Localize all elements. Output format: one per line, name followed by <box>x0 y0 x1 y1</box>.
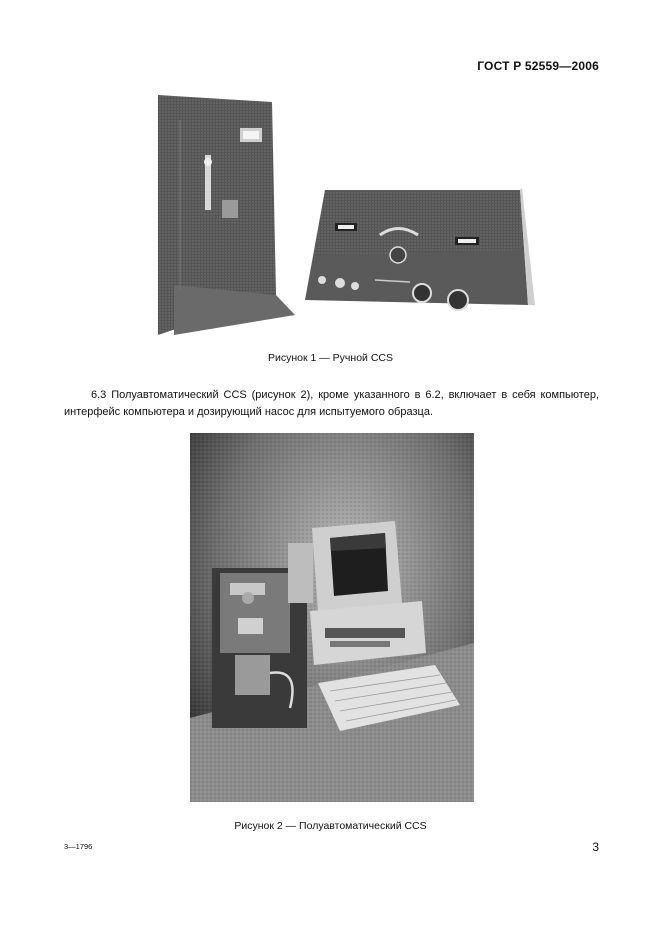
page-number: 3 <box>592 840 599 854</box>
body-paragraph: 6.3 Полуавтоматический CCS (рисунок 2), кроме указанного в 6.2, включает в себя компьютер, интерфейс компьютера и дозирующий насос для испытуемого образца. <box>64 389 599 418</box>
figure-1-photo <box>150 90 535 335</box>
figure-2-caption: Рисунок 2 — Полуавтоматический CCS <box>234 820 427 832</box>
print-code: 3—1796 <box>64 842 93 851</box>
knob-1 <box>413 284 431 302</box>
knob-2 <box>448 290 468 310</box>
controller-panel <box>315 190 522 255</box>
cabinet-base <box>174 285 295 335</box>
figure-1-caption: Рисунок 1 — Ручной CCS <box>267 352 393 364</box>
document-header-id: ГОСТ Р 52559—2006 <box>477 59 599 73</box>
figure-2-photo <box>190 433 474 802</box>
